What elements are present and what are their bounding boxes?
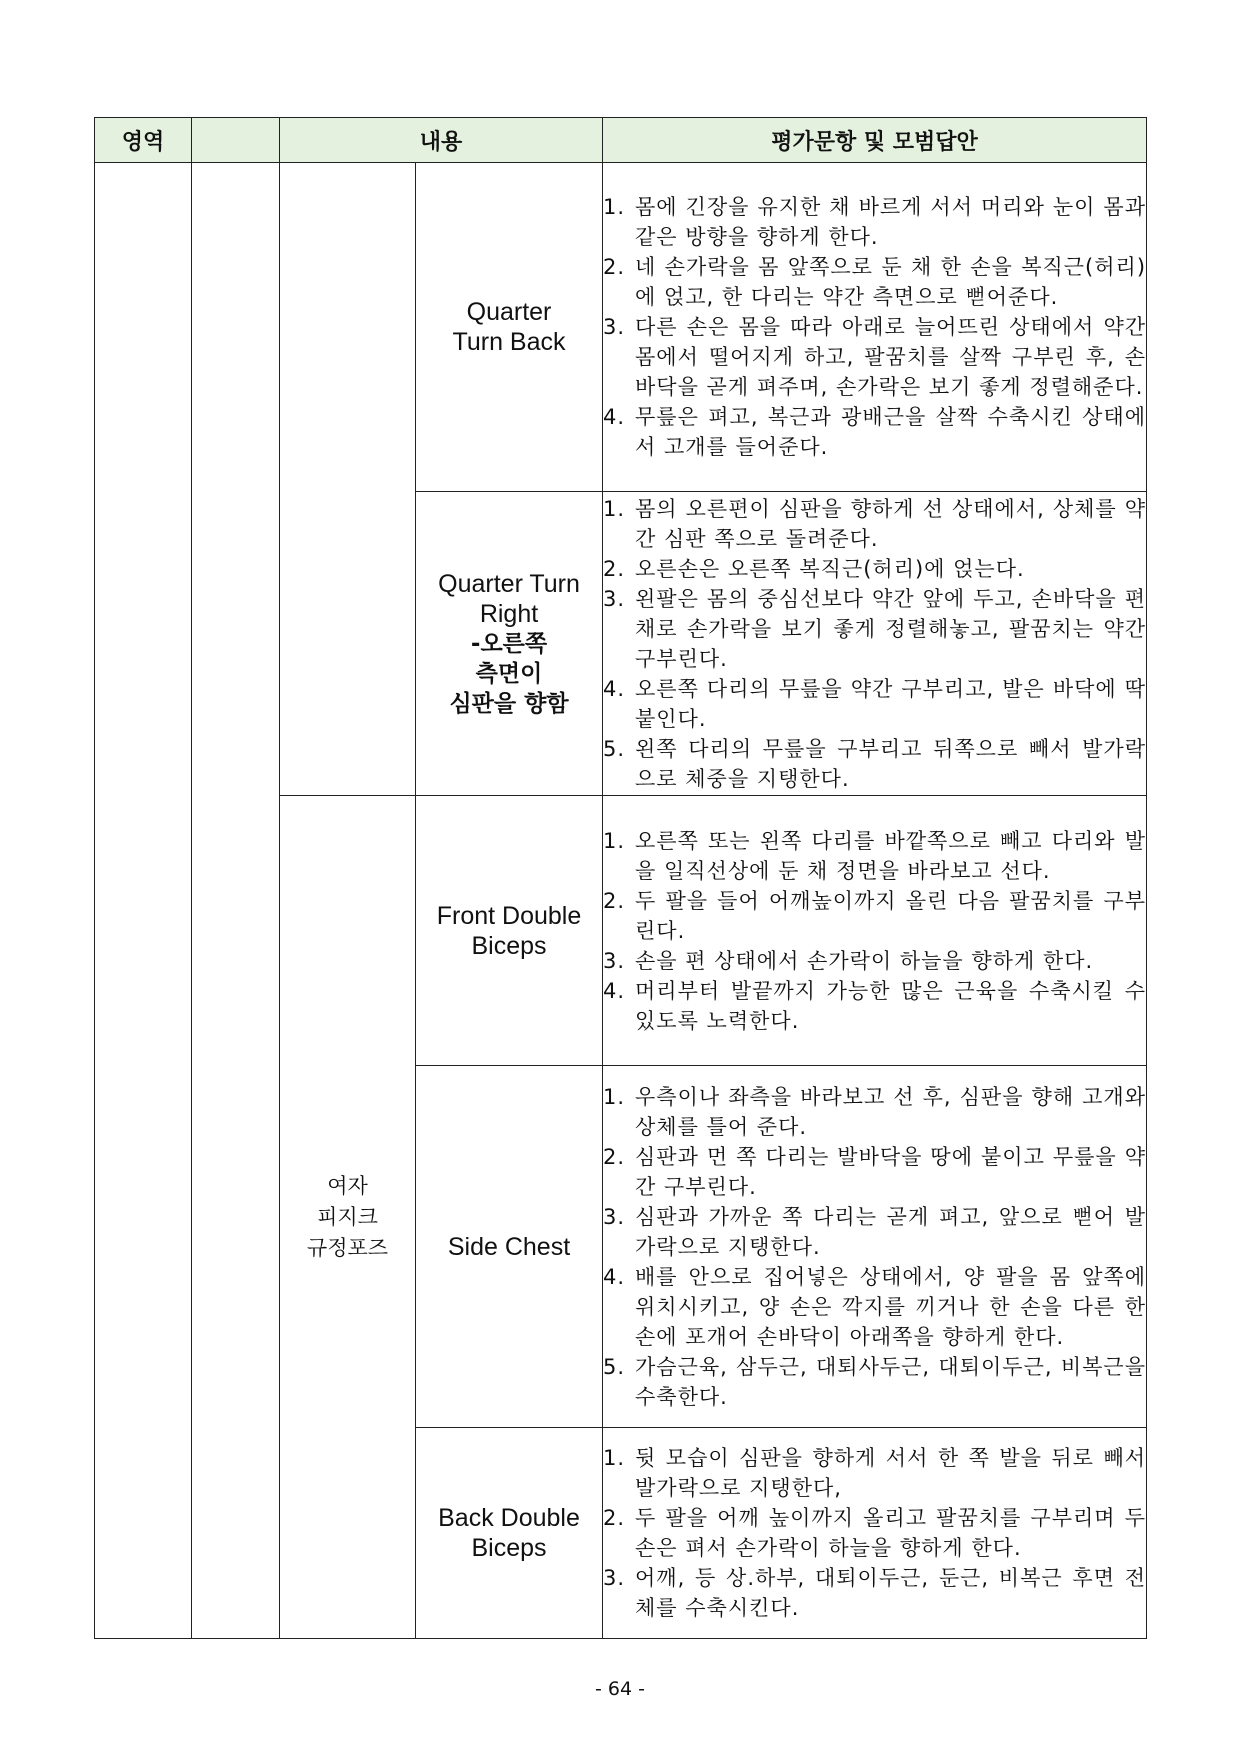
answer-item: 2. 두 팔을 들어 어깨높이까지 올린 다음 팔꿈치를 구부린다.: [603, 888, 1147, 943]
answer-item: 3. 손을 편 상태에서 손가락이 하늘을 향하게 한다.: [603, 948, 1094, 973]
pose-name: Back Double Biceps: [416, 1428, 603, 1639]
answer-item: 2. 심판과 먼 쪽 다리는 발바닥을 땅에 붙이고 무릎을 약간 구부린다.: [603, 1144, 1147, 1199]
answer-item: 3. 어깨, 등 상.하부, 대퇴이두근, 둔근, 비복근 후면 전체를 수축시킨다.: [603, 1566, 1147, 1620]
answer-cell: [603, 1428, 1147, 1639]
answer-item: 2. 네 손가락을 몸 앞쪽으로 둔 채 한 손을 복직근(허리)에 얹고, 한 다리는 약간 측면으로 뻗어준다.: [603, 255, 1147, 309]
answer-item: 1. 몸의 오른편이 심판을 향하게 선 상태에서, 상체를 약간 심판 쪽으로 돌려준다.: [603, 496, 1147, 551]
table-row: [95, 163, 1147, 492]
header-area: 영역: [95, 118, 192, 163]
answer-item: 1. 뒷 모습이 심판을 향하게 서서 한 쪽 발을 뒤로 빼서 발가락으로 지탱한다,: [603, 1446, 1147, 1500]
category-cell: 여자 피지크 규정포즈: [280, 796, 416, 1639]
answer-item: 3. 왼팔은 몸의 중심선보다 약간 앞에 두고, 손바닥을 편 채로 손가락을 보기 좋게 정렬해놓고, 팔꿈치는 약간 구부린다.: [603, 586, 1147, 671]
answer-item: 3. 심판과 가까운 쪽 다리는 곧게 펴고, 앞으로 뻗어 발가락으로 지탱한다.: [603, 1204, 1147, 1259]
answer-item: 1. 우측이나 좌측을 바라보고 선 후, 심판을 향해 고개와 상체를 틀어 준다.: [603, 1084, 1147, 1139]
answer-item: 5. 왼쪽 다리의 무릎을 구부리고 뒤쪽으로 빼서 발가락으로 체중을 지탱한다.: [603, 736, 1147, 791]
answer-item: 4. 배를 안으로 집어넣은 상태에서, 양 팔을 몸 앞쪽에 위치시키고, 양 손은 깍지를 끼거나 한 손을 다른 한 손에 포개어 손바닥이 아래쪽을 향하게 한다.: [603, 1264, 1147, 1349]
answer-item: 1. 오른쪽 또는 왼쪽 다리를 바깥쪽으로 빼고 다리와 발을 일직선상에 둔 채 정면을 바라보고 선다.: [603, 828, 1147, 883]
pose-name: Front Double Biceps: [416, 796, 603, 1066]
evaluation-table: [94, 117, 1147, 1639]
answer-item: 4. 무릎은 펴고, 복근과 광배근을 살짝 수축시킨 상태에서 고개를 들어준다.: [603, 405, 1147, 459]
answer-item: 5. 가슴근육, 삼두근, 대퇴사두근, 대퇴이두근, 비복근을 수축한다.: [603, 1354, 1147, 1409]
answer-cell: [603, 1066, 1147, 1428]
answer-cell: [603, 796, 1147, 1066]
answer-item: 4. 오른쪽 다리의 무릎을 약간 구부리고, 발은 바닥에 딱 붙인다.: [603, 676, 1147, 731]
answer-item: 4. 머리부터 발끝까지 가능한 많은 근육을 수축시킬 수 있도록 노력한다.: [603, 978, 1147, 1033]
header-row: [95, 118, 1147, 163]
pose-name: Quarter Turn Right -오른쪽 측면이 심판을 향함: [416, 492, 603, 796]
pose-name: Side Chest: [416, 1066, 603, 1428]
content-cell-empty: [280, 163, 416, 796]
header-evaluation: 평가문항 및 모범답안: [603, 118, 1147, 163]
pose-name: Quarter Turn Back: [416, 163, 603, 492]
answer-cell: [603, 163, 1147, 492]
header-blank: [192, 118, 280, 163]
answer-cell: [603, 492, 1147, 796]
answer-item: 1. 몸에 긴장을 유지한 채 바르게 서서 머리와 눈이 몸과 같은 방향을 향하게 한다.: [603, 195, 1147, 249]
header-content: 내용: [280, 118, 603, 163]
page-number: - 64 -: [595, 1678, 645, 1700]
answer-item: 2. 오른손은 오른쪽 복직근(허리)에 얹는다.: [603, 556, 1025, 581]
answer-item: 2. 두 팔을 어깨 높이까지 올리고 팔꿈치를 구부리며 두 손은 펴서 손가락이 하늘을 향하게 한다.: [603, 1506, 1147, 1560]
answer-item: 3. 다른 손은 몸을 따라 아래로 늘어뜨린 상태에서 약간 몸에서 떨어지게 하고, 팔꿈치를 살짝 구부린 후, 손바닥을 곧게 펴주며, 손가락은 보기 좋게 정렬해준다.: [603, 315, 1147, 399]
blank-cell: [192, 163, 280, 1639]
area-cell: [95, 163, 192, 1639]
